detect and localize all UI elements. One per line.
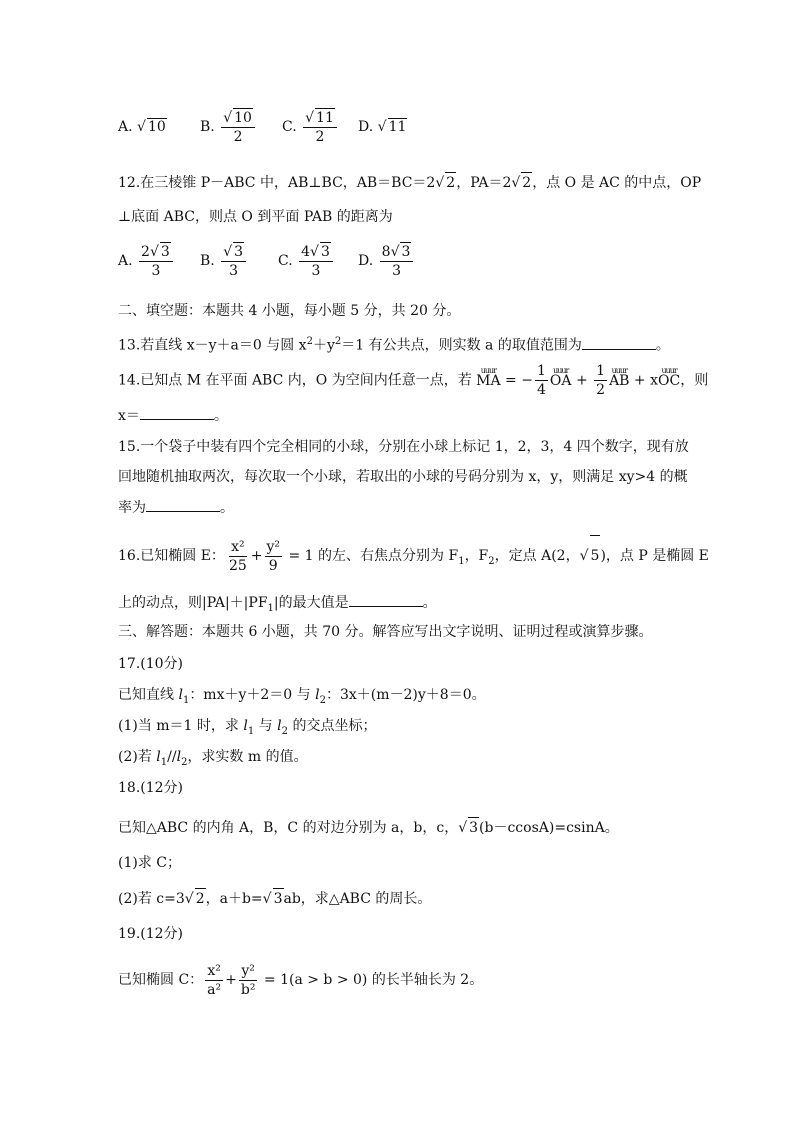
q17-header: 17.(10分) <box>118 656 184 672</box>
q11-option-d: D. √ 11 <box>358 119 407 135</box>
q12-option-d: D. $\frac{8√ 3}{3}$ <box>358 242 415 280</box>
q17-stem: 已知直线 $l_1$：mx＋y＋2＝0 与 $l_2$：3x＋(m－2)y＋8＝0。 <box>118 687 486 706</box>
q15-stem-line3: 率为 。 <box>118 497 234 518</box>
answer-blank[interactable] <box>582 335 656 350</box>
radicand: 10 <box>147 119 166 135</box>
answer-blank[interactable] <box>146 497 220 512</box>
q14-stem-line1: 14.已知点 M 在平面 ABC 内，O 为空间内任意一点，若 uuur MA = − $\frac{1}{4}$ uuur OA + $\frac{1}{2}$ uuur AB + x uuur OC，则 <box>118 363 709 398</box>
q11-option-b: B. $\frac{√ 10}{2}$ <box>200 108 257 146</box>
section-2-heading: 二、填空题：本题共 4 小题，每小题 5 分，共 20 分。 <box>118 303 461 319</box>
q18-header: 18.(12分) <box>118 780 184 796</box>
q18-part-1: (1)求 C； <box>118 855 181 871</box>
q18-part-2: (2)若 c=3√ 2，a＋b=√ 3ab，求△ABC 的周长。 <box>118 888 431 909</box>
q19-stem: 已知椭圆 C： $\frac{\text{x²}}{\text{a²}}$ + $\frac{\text{y²}}{\text{b²}}$ = 1(a > b > 0) 的长半轴长为 2。 <box>118 962 484 998</box>
q19-header: 19.(12分) <box>118 926 184 942</box>
q16-stem-line1: 16.已知椭圆 E： $\frac{\text{x²}}{25}$ + $\frac{\text{y²}}{9}$ = 1 的左、右焦点分别为 $F_1$，$F_2$，定点 A(2，√ 5)，点 P 是椭圆 E <box>118 535 709 582</box>
answer-blank[interactable] <box>349 592 423 607</box>
q17-part-2: (2)若 $l_1//l_2$，求实数 m 的值。 <box>118 749 308 768</box>
q16-stem-line2: 上的动点，则$|PA|+|PF_1|$的最大值是 。 <box>118 592 437 619</box>
section-3-heading: 三、解答题：本题共 6 小题，共 70 分。解答应写出文字说明、证明过程或演算步骤。 <box>118 624 653 640</box>
q11-option-c: C. $\frac{√ 11}{2}$ <box>282 108 339 146</box>
fraction: $\frac{√ 11}{2}$ <box>303 108 337 146</box>
q18-stem: 已知△ABC 的内角 A，B，C 的对边分别为 a，b，c，√ 3(b－ccosA)=csinA。 <box>118 817 619 838</box>
q15-stem-line2: 回地随机抽取两次，每次取一个小球，若取出的小球的号码分别为 x，y，则满足 xy>4 的概 <box>118 469 688 485</box>
vector-oa: uuur OA <box>549 365 572 389</box>
q14-stem-line2: x＝ 。 <box>118 405 228 426</box>
answer-blank[interactable] <box>140 405 214 420</box>
q11-option-a: A. √ 10 <box>118 119 166 135</box>
vector-ab: uuur AB <box>609 365 630 389</box>
q12-stem-line1: 12.在三棱锥 P－ABC 中，AB⊥BC，AB＝BC＝2√ 2，PA＝2√ 2，点 O 是 AC 的中点，OP <box>118 172 701 193</box>
radicand: 11 <box>388 119 407 135</box>
q13-stem: 13.若直线 x－y＋a＝0 与圆 $x^2+y^2=1$ 有公共点，则实数 a 的取值范围为 。 <box>118 336 670 354</box>
fraction: $\frac{√ 10}{2}$ <box>221 108 255 146</box>
q12-stem-line2: ⊥底面 ABC，则点 O 到平面 PAB 的距离为 <box>118 209 393 225</box>
vector-ma: uuur MA <box>476 365 501 389</box>
q15-stem-line1: 15.一个袋子中装有四个完全相同的小球，分别在小球上标记 1，2，3，4 四个数字，现有放 <box>118 439 689 455</box>
q12-option-c: C. $\frac{4√ 3}{3}$ <box>278 242 335 280</box>
q17-part-1: (1)当 m＝1 时，求 $l_1$ 与 $l_2$ 的交点坐标； <box>118 718 377 737</box>
vector-oc: uuur OC <box>658 365 681 389</box>
q12-option-a: A. $\frac{2√ 3}{3}$ <box>118 242 175 280</box>
q12-option-b: B. $\frac{√ 3}{3}$ <box>200 242 248 280</box>
